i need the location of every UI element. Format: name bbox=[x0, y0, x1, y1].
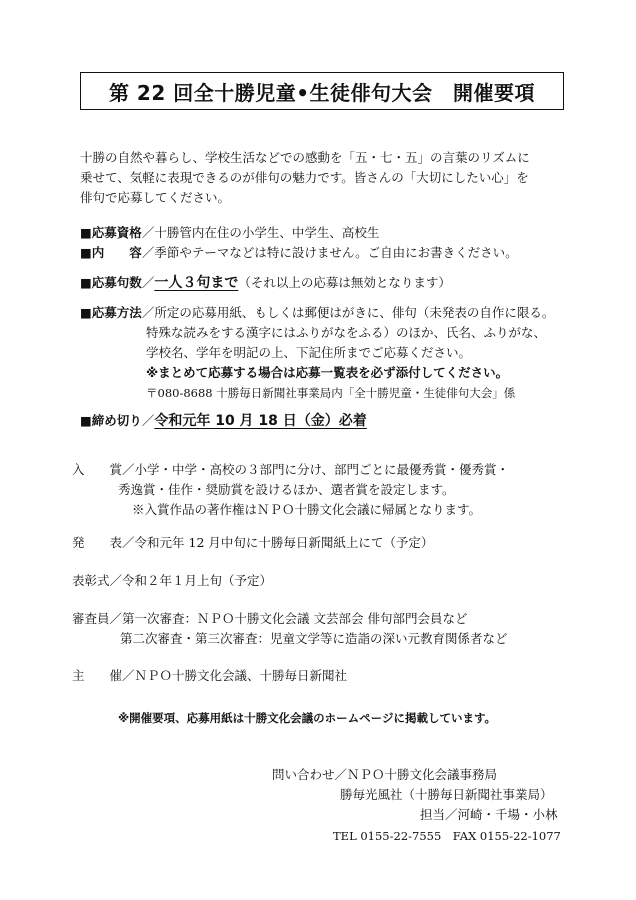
count-label: ■応募句数 bbox=[80, 275, 142, 290]
announce-label: 発 表 bbox=[72, 535, 123, 550]
judges-label: 審査員 bbox=[72, 611, 110, 626]
announce-text: ／令和元年 12 月中旬に十勝毎日新聞紙上にて（予定） bbox=[122, 535, 434, 550]
organizer-row bbox=[72, 668, 347, 684]
contact-line-1: 問い合わせ／ＮＰＯ十勝文化会議事務局 bbox=[272, 767, 498, 782]
method-line-1: ／所定の応募用紙、もしくは郵便はがきに、俳句（未発表の自作に限る。 bbox=[141, 305, 555, 320]
judges-row bbox=[72, 611, 467, 627]
method-line-2: 特殊な読みをする漢字にはふりがなをふる）のほか、氏名、ふりがな、 bbox=[146, 325, 547, 340]
count-value: 一人３句まで bbox=[154, 275, 239, 291]
organizer-label: 主 催 bbox=[72, 668, 123, 683]
method-line-3: 学校名、学年を明記の上、下記住所までご応募ください。 bbox=[146, 345, 472, 360]
contact-line-3: 担当／河崎・千場・小林 bbox=[420, 807, 558, 822]
award-row bbox=[72, 462, 509, 478]
award-line-3: ※入賞作品の著作権はＮＰＯ十勝文化会議に帰属となります。 bbox=[132, 502, 482, 517]
count-row bbox=[80, 275, 451, 291]
deadline-sep: ／ bbox=[141, 413, 155, 428]
judges-line-2: 第二次審査・第三次審査：児童文学等に造詣の深い元教育関係者など bbox=[120, 631, 508, 646]
contact-line-2: 勝毎光風社（十勝毎日新聞社事業局） bbox=[340, 787, 553, 802]
award-line-2: 秀逸賞・佳作・奨励賞を設けるほか、選者賞を設定します。 bbox=[118, 482, 455, 497]
ceremony-label: 表彰式 bbox=[72, 573, 110, 588]
content-text: ／季節やテーマなどは特に設けません。ご自由にお書きください。 bbox=[141, 245, 518, 260]
content-label: ■内 容 bbox=[80, 245, 142, 260]
method-bold-note: ※まとめて応募する場合は応募一覧表を必ず添付してください。 bbox=[146, 365, 509, 380]
award-label: 入 賞 bbox=[72, 462, 123, 477]
method-row bbox=[80, 305, 554, 321]
intro-line-2: 乗せて、気軽に表現できるのが俳句の魅力です。皆さんの「大切にしたい心」を bbox=[80, 170, 529, 185]
announce-row bbox=[72, 535, 433, 551]
organizer-text: ／ＮＰＯ十勝文化会議、十勝毎日新聞社 bbox=[122, 668, 348, 683]
eligibility-label: ■応募資格 bbox=[80, 225, 142, 240]
page-title: 第 22 回全十勝児童•生徒俳句大会 開催要項 bbox=[80, 72, 564, 110]
content-row bbox=[80, 245, 518, 261]
award-line-1: ／小学・中学・高校の３部門に分け、部門ごとに最優秀賞・優秀賞・ bbox=[122, 462, 510, 477]
ceremony-row bbox=[72, 573, 272, 589]
eligibility-text: ／十勝管内在住の小学生、中学生、高校生 bbox=[141, 225, 380, 240]
method-address: 〒080‐8688 十勝毎日新聞社事業局内「全十勝児童・生徒俳句大会」係 bbox=[146, 386, 516, 400]
count-sep: ／ bbox=[141, 275, 155, 290]
judges-line-1: ／第一次審査：ＮＰＯ十勝文化会議 文芸部会 俳句部門会員など bbox=[109, 611, 468, 626]
contact-phone-fax: TEL 0155-22-7555 FAX 0155-22-1077 bbox=[333, 829, 561, 843]
ceremony-text: ／令和２年１月上旬（予定） bbox=[109, 573, 273, 588]
deadline-value: 令和元年 10 月 18 日（金）必着 bbox=[154, 413, 367, 429]
method-label: ■応募方法 bbox=[80, 305, 142, 320]
count-note: （それ以上の応募は無効となります） bbox=[238, 275, 451, 290]
deadline-row bbox=[80, 413, 367, 429]
website-notice: ※開催要項、応募用紙は十勝文化会議のホームページに掲載しています。 bbox=[118, 711, 497, 725]
intro-line-3: 俳句で応募してください。 bbox=[80, 190, 231, 205]
deadline-label: ■締め切り bbox=[80, 413, 142, 428]
eligibility-row bbox=[80, 225, 379, 241]
intro-line-1: 十勝の自然や暮らし、学校生活などでの感動を「五・七・五」の言葉のリズムに bbox=[80, 150, 530, 165]
